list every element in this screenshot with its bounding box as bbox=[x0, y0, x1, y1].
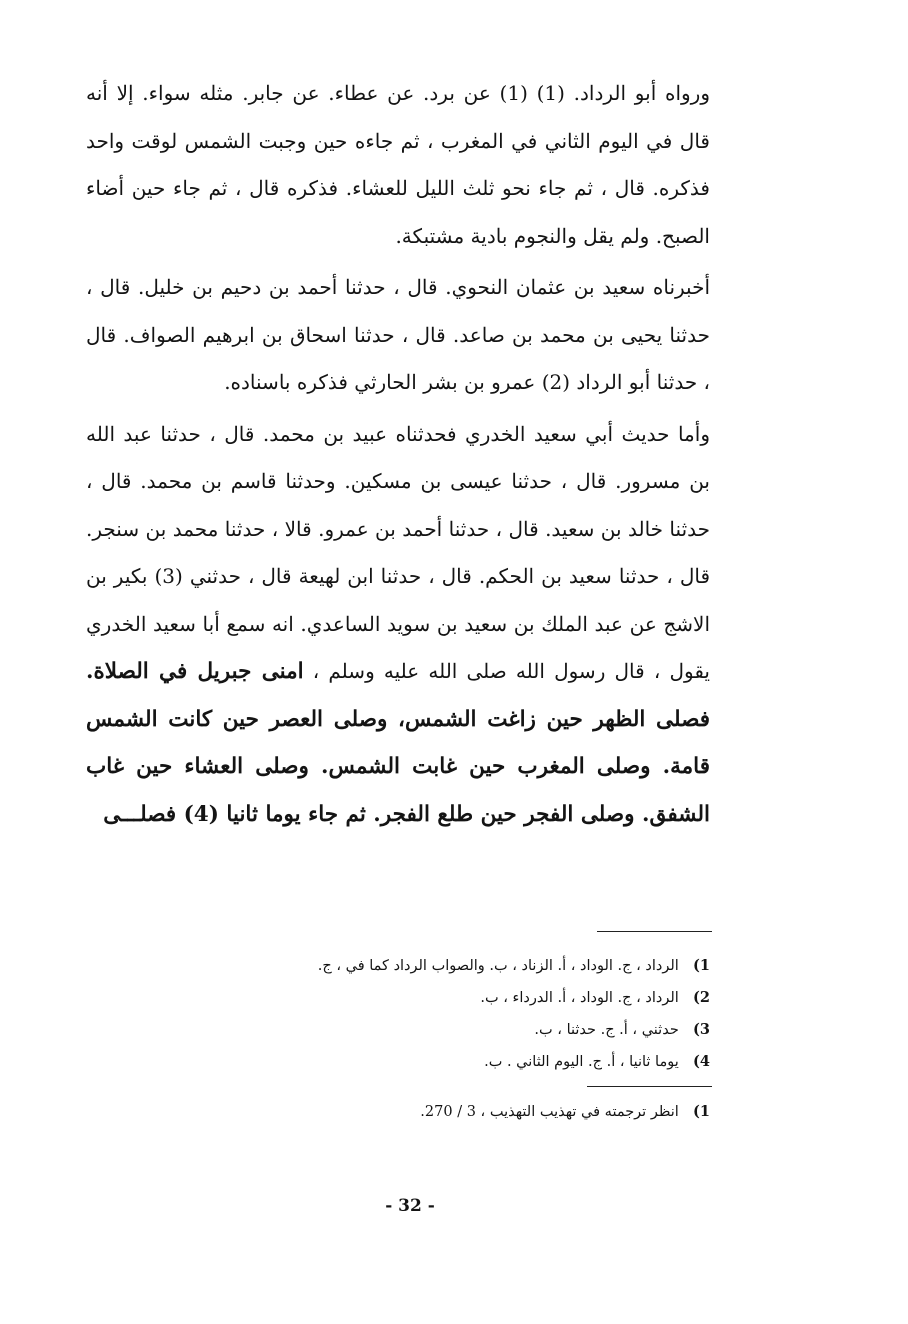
footnote-3: 3) حدثني ، أ. ج. حدثنا ، ب. bbox=[534, 1021, 710, 1038]
paragraph-3 bbox=[86, 411, 710, 839]
source-note: 1) انظر ترجمته في تهذيب التهذيب ، 3 / 270. bbox=[420, 1103, 710, 1120]
footnotes bbox=[240, 950, 710, 1078]
main-text bbox=[86, 70, 710, 838]
paragraph-2: أخبرناه سعيد بن عثمان النحوي. قال ، حدثنا أحمد بن دحيم بن خليل. قال ، حدثنا يحيى بن محمد بن صاعد. قال ، حدثنا اسحاق بن ابرهيم الصواف. قال ، حدثنا أبو الرداد (2) عمرو بن بشر الحارثي فذكره باسناده. bbox=[86, 275, 710, 394]
source-note-divider bbox=[587, 1086, 712, 1087]
paragraph-1: ورواه أبو الرداد. (1) (1) عن برد. عن عطاء. عن جابر. مثله سواء. إلا أنه قال في اليوم الثاني في المغرب ، ثم جاءه حين وجبت الشمس لوقت واحد فذكره. قال ، ثم جاء نحو ثلث الليل للعشاء. فذكره قال ، ثم جاء حين أضاء الصبح. ولم يقل والنجوم بادية مشتبكة. bbox=[86, 81, 710, 248]
hadith-quote: امنى جبريل في الصلاة. فصلى الظهر حين زاغت الشمس، وصلى العصر حين كانت الشمس قامة. وصلى المغرب حين غابت الشمس. وصلى العشاء حين غاب الشفق. وصلى الفجر حين طلع الفجر. ثم جاء يوما ثانيا (4) فصلـــى bbox=[86, 659, 710, 827]
paragraph-3-text: وأما حديث أبي سعيد الخدري فحدثناه عبيد بن محمد. قال ، حدثنا عبد الله بن مسرور. قال ، حدثنا عيسى بن مسكين. وحدثنا قاسم بن محمد. قال ، حدثنا خالد بن سعيد. قال ، حدثنا أحمد بن عمرو. قالا ، حدثنا محمد بن سنجر. قال ، حدثنا سعيد بن الحكم. قال ، حدثنا ابن لهيعة قال ، حدثني (3) بكير بن الاشج عن عبد الملك بن سعيد بن سويد الساعدي. انه سمع أبا سعيد الخدري يقول ، قال رسول الله صلى الله عليه وسلم ، bbox=[86, 421, 711, 683]
page-number: - 32 - bbox=[385, 1196, 435, 1216]
footnote-divider bbox=[597, 931, 712, 932]
footnote-4: 4) يوما ثانيا ، أ. ج. اليوم الثاني . ب. bbox=[484, 1053, 710, 1070]
footnote-2: 2) الرداد ، ج. الوداد ، أ. الدرداء ، ب. bbox=[480, 989, 710, 1006]
footnote-1: 1) الرداد ، ج. الوداد ، أ. الزناد ، ب. والصواب الرداد كما في ، ج. bbox=[317, 957, 710, 974]
